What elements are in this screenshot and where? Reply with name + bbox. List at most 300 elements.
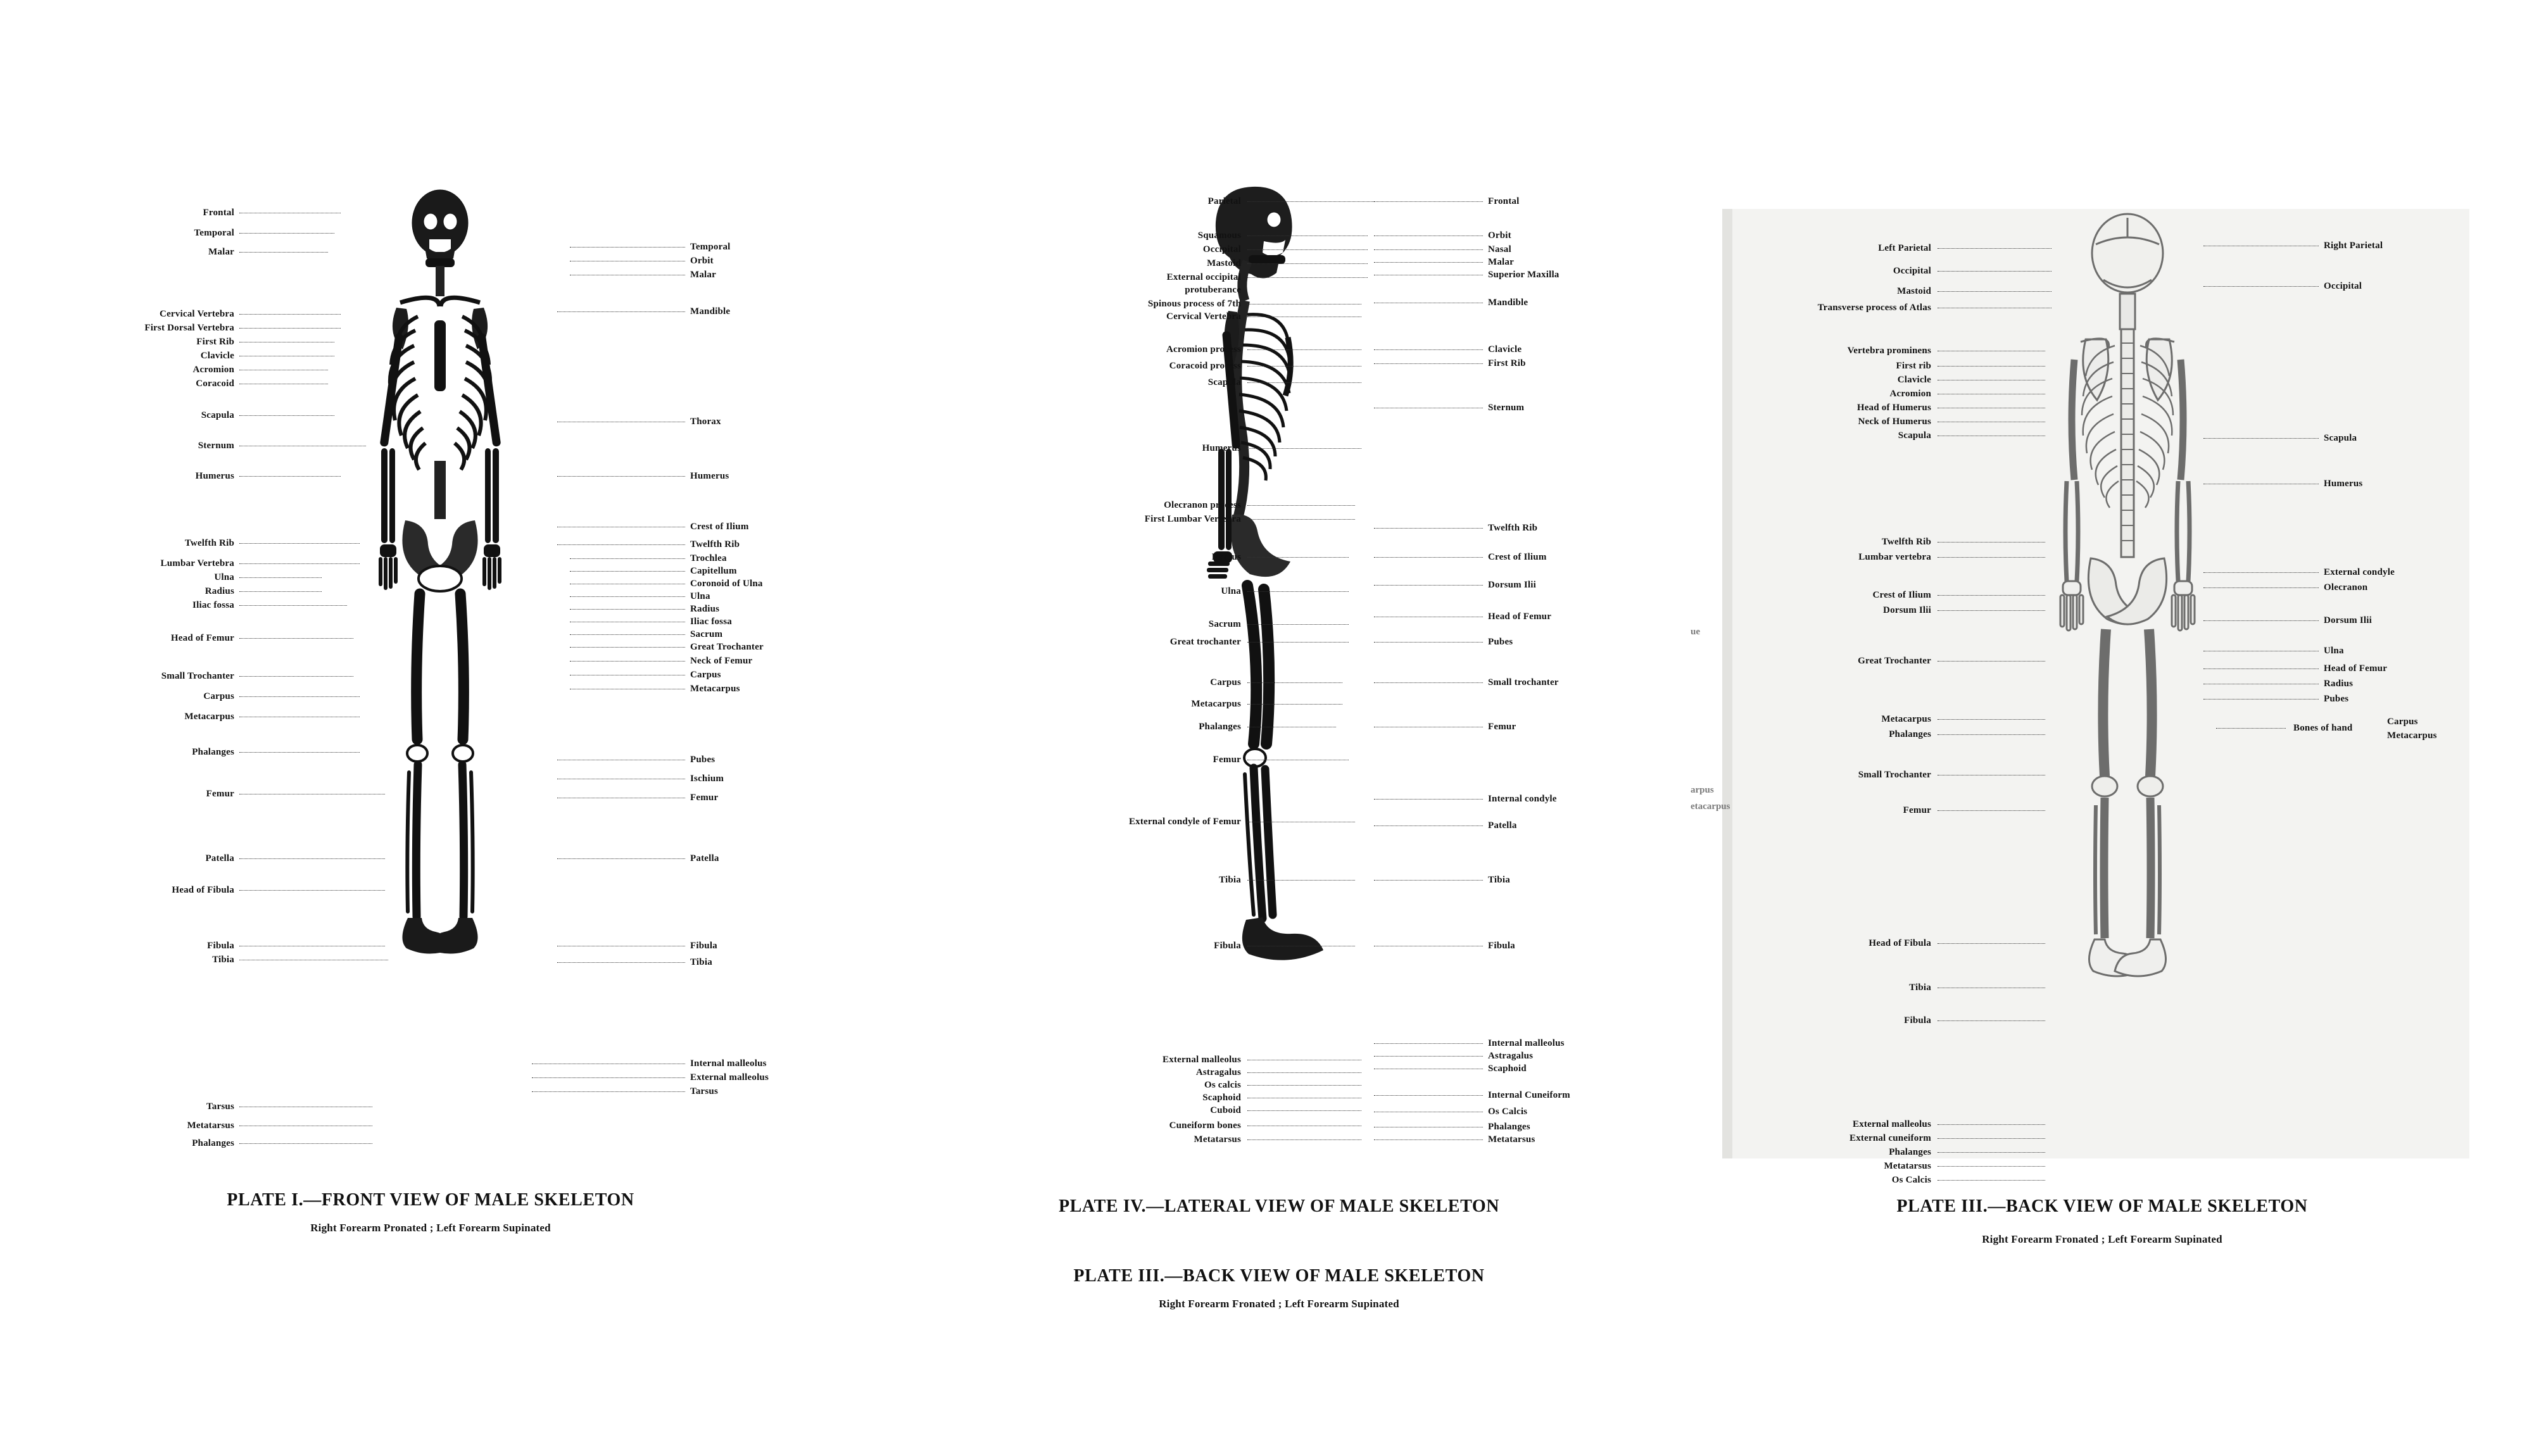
- leader-line: [1938, 943, 2045, 945]
- label-great-trochanter-lat: Great trochanter: [1169, 637, 1241, 647]
- label-humerus-right-back: Humerus: [2324, 479, 2363, 489]
- label-twelfth-rib-back: Twelfth Rib: [1881, 537, 1931, 547]
- label-coracoid-process: Coracoid process: [1169, 361, 1241, 371]
- leader-line: [1247, 448, 1361, 449]
- leader-line: [239, 1107, 372, 1108]
- leader-line: [570, 634, 685, 636]
- leader-line: [239, 314, 341, 315]
- label-clavicle-lat: Clavicle: [1488, 344, 1522, 355]
- leader-line: [1247, 366, 1361, 367]
- label-crest-of-ilium-back: Crest of Ilium: [1872, 590, 1931, 600]
- leader-line: [532, 1064, 685, 1065]
- leader-line: [1374, 727, 1483, 728]
- label-external-cuneiform-back: External cuneiform: [1850, 1133, 1931, 1143]
- label-transverse-process-atlas: Transverse process of Atlas: [1817, 303, 1931, 313]
- leader-line: [1374, 349, 1483, 351]
- leader-line: [1247, 382, 1361, 384]
- leader-line: [1374, 303, 1483, 304]
- leader-line: [1247, 235, 1368, 237]
- label-cuboid-lat: Cuboid: [1210, 1105, 1241, 1115]
- leader-line: [1938, 1020, 2045, 1022]
- leader-line: [1374, 1112, 1483, 1113]
- leader-line: [1938, 610, 2045, 612]
- leader-line: [239, 676, 353, 677]
- label-neck-of-humerus: Neck of Humerus: [1858, 417, 1931, 427]
- plate-3: [1691, 0, 2546, 1456]
- label-humerus: Humerus: [195, 471, 234, 481]
- leader-line: [1374, 1043, 1483, 1045]
- label-ulna-right: Ulna: [690, 591, 710, 601]
- label-scaphoid-right-lat: Scaphoid: [1488, 1064, 1527, 1074]
- label-lumbar-vertebra-back: Lumbar vertebra: [1858, 552, 1931, 562]
- leader-line: [557, 946, 685, 947]
- leader-line: [239, 794, 385, 795]
- label-mandible-lat: Mandible: [1488, 298, 1528, 308]
- leader-line: [570, 609, 685, 610]
- label-femur-right-lat: Femur: [1488, 722, 1516, 732]
- leader-line: [1247, 201, 1374, 203]
- leader-line: [239, 446, 366, 447]
- label-dorsum-ilii-back: Dorsum Ilii: [1883, 605, 1931, 615]
- label-phalanges: Phalanges: [192, 747, 234, 757]
- lateral-skeleton-drawing: [1152, 180, 1361, 1149]
- label-first-lumbar-vertebra: First Lumbar Vertebra: [1144, 514, 1241, 524]
- leader-line: [239, 476, 341, 477]
- label-capitellum: Capitellum: [690, 566, 737, 576]
- leader-line: [239, 890, 385, 891]
- label-tibia-right-lat: Tibia: [1488, 875, 1510, 885]
- label-carpus-right: Carpus: [690, 670, 721, 680]
- label-ischium: Ischium: [690, 774, 724, 784]
- label-metatarsus-back: Metatarsus: [1884, 1161, 1931, 1171]
- label-scapula-back: Scapula: [1898, 430, 1931, 441]
- plate-1-caption: PLATE I.—FRONT VIEW OF MALE SKELETON: [227, 1190, 634, 1210]
- leader-line: [1247, 519, 1355, 520]
- leader-line: [1938, 719, 2045, 720]
- leader-line: [557, 858, 685, 860]
- leader-line: [239, 543, 360, 544]
- leader-line: [1938, 436, 2045, 437]
- label-iliac-fossa-right: Iliac fossa: [690, 617, 732, 627]
- label-metacarpus: Metacarpus: [184, 712, 234, 722]
- label-iliac-fossa: Iliac fossa: [192, 600, 234, 610]
- label-phalanges-foot: Phalanges: [192, 1138, 234, 1148]
- leader-line: [1374, 249, 1483, 251]
- leader-line: [1247, 1085, 1361, 1086]
- leader-line: [1374, 363, 1483, 365]
- leader-line: [557, 311, 685, 313]
- leader-line: [570, 558, 685, 560]
- leader-line: [1247, 682, 1342, 684]
- label-radius: Radius: [205, 586, 234, 596]
- leader-line: [1247, 760, 1349, 761]
- leader-line: [2203, 286, 2319, 287]
- label-first-rib-back: First rib: [1896, 361, 1931, 371]
- leader-line: [239, 384, 328, 385]
- leader-line: [1374, 946, 1483, 947]
- leader-line: [239, 370, 328, 371]
- leader-line: [1938, 595, 2045, 596]
- leader-line: [1938, 291, 2051, 292]
- leader-line: [239, 233, 334, 234]
- leader-line: [2203, 438, 2319, 439]
- label-os-calcis-right-lat: Os Calcis: [1488, 1107, 1528, 1117]
- label-occipital: Occipital: [1202, 244, 1241, 254]
- leader-line: [1247, 624, 1349, 625]
- leader-line: [239, 696, 360, 698]
- label-occipita-right: Occipital: [2324, 281, 2362, 291]
- leader-line: [2203, 668, 2319, 670]
- leader-line: [239, 342, 334, 343]
- label-scaphoid-lat: Scaphoid: [1202, 1093, 1241, 1103]
- label-patella-right: Patella: [690, 853, 719, 863]
- label-ulna-back: Ulna: [2324, 646, 2344, 656]
- label-metacarpus-lat: Metacarpus: [1191, 699, 1241, 709]
- label-external-malleolus: External malleolus: [690, 1072, 769, 1083]
- label-external-condyle-of-femur: External condyle of Femur: [1128, 817, 1241, 827]
- label-squamous: Squamous: [1197, 230, 1241, 241]
- label-femur-back: Femur: [1903, 805, 1931, 815]
- label-fibula-lat: Fibula: [1214, 941, 1241, 951]
- leader-line: [2203, 484, 2319, 485]
- plate-4-secondary-caption: PLATE III.—BACK VIEW OF MALE SKELETON: [1073, 1266, 1485, 1286]
- label-mastoid: Mastoid: [1207, 258, 1241, 268]
- label-pubes: Pubes: [690, 755, 715, 765]
- leader-line: [1374, 617, 1483, 618]
- label-bones-of-hand: Bones of hand: [2293, 723, 2353, 733]
- label-lumbar-vertebra: Lumbar Vertebra: [160, 558, 234, 568]
- label-first-rib-lat: First Rib: [1488, 358, 1526, 368]
- leader-line: [239, 1126, 372, 1127]
- leader-line: [239, 591, 322, 593]
- label-phalanges-lat: Phalanges: [1199, 722, 1241, 732]
- leader-line: [2203, 572, 2319, 574]
- label-phalanges-back: Phalanges: [1889, 729, 1931, 739]
- label-metatarsus: Metatarsus: [187, 1120, 234, 1131]
- leader-line: [1374, 528, 1483, 529]
- leader-line: [1938, 351, 2045, 352]
- plate-1: [0, 0, 848, 1456]
- label-radius-lat: Radius: [1211, 552, 1241, 562]
- label-temporal-right: Temporal: [690, 242, 731, 252]
- leader-line: [557, 760, 685, 761]
- leader-line: [557, 779, 685, 780]
- leader-line: [1938, 988, 2045, 989]
- leader-line: [1938, 408, 2045, 409]
- leader-line: [239, 605, 347, 606]
- leader-line: [1247, 880, 1355, 881]
- leader-line: [1374, 408, 1483, 409]
- label-phalanges-right-lat: Phalanges: [1488, 1122, 1530, 1132]
- label-head-of-humerus: Head of Humerus: [1856, 403, 1931, 413]
- label-small-trochanter: Small Trochanter: [161, 671, 234, 681]
- leader-line: [1938, 557, 2045, 558]
- leader-line: [1247, 1098, 1361, 1099]
- leader-line: [570, 661, 685, 662]
- label-orbit-lat: Orbit: [1488, 230, 1511, 241]
- leader-line: [1374, 682, 1483, 684]
- leader-line: [1247, 263, 1368, 265]
- label-twelfth-rib-right: Twelfth Rib: [690, 539, 740, 549]
- label-external-occipital: External occipital: [1166, 272, 1241, 282]
- leader-line: [2203, 651, 2319, 652]
- leader-line: [1374, 585, 1483, 586]
- skeleton-figure-lateral: [1152, 180, 1361, 1149]
- leader-line: [1938, 775, 2045, 776]
- leader-line: [1938, 271, 2051, 272]
- label-scapula-lat: Scapula: [1207, 377, 1241, 387]
- label-patella: Patella: [205, 853, 234, 863]
- label-right-parietal: Right Parietal: [2324, 241, 2383, 251]
- label-small-trochanter-lat: Small trochanter: [1488, 677, 1559, 687]
- leader-line: [1374, 1056, 1483, 1057]
- leader-line: [1938, 1180, 2045, 1181]
- label-head-of-fibula-back: Head of Fibula: [1869, 938, 1931, 948]
- label-internal-malleolus-lat: Internal malleolus: [1488, 1038, 1565, 1048]
- label-metatarsus-lat: Metatarsus: [1194, 1134, 1241, 1145]
- leader-line: [239, 563, 360, 565]
- label-mastoid-back: Mastoid: [1897, 286, 1931, 296]
- leader-line: [1374, 201, 1483, 203]
- label-tibia: Tibia: [212, 955, 234, 965]
- label-mandible: Mandible: [690, 306, 731, 317]
- ghost-label-carpus: arpus: [1691, 785, 1714, 795]
- leader-line: [239, 328, 341, 329]
- leader-line: [1938, 542, 2045, 543]
- leader-line: [557, 527, 685, 528]
- front-skeleton-drawing: [329, 184, 551, 1146]
- leader-line: [1938, 394, 2045, 395]
- leader-line: [1938, 734, 2045, 736]
- leader-line: [1374, 557, 1483, 558]
- label-internal-malleolus: Internal malleolus: [690, 1058, 767, 1069]
- label-twelfth-rib: Twelfth Rib: [184, 538, 234, 548]
- leader-line: [1247, 505, 1355, 506]
- leader-line: [1247, 642, 1349, 643]
- leader-line: [1247, 1060, 1361, 1061]
- leader-line: [557, 476, 685, 477]
- label-astragalus-lat: Astragalus: [1195, 1067, 1241, 1077]
- leader-line: [557, 422, 685, 423]
- label-scapula-right-back: Scapula: [2324, 433, 2357, 443]
- leader-line: [2203, 620, 2319, 622]
- leader-line: [570, 689, 685, 690]
- label-clavicle-back: Clavicle: [1897, 375, 1931, 385]
- leader-line: [1247, 557, 1349, 558]
- leader-line: [1938, 1152, 2045, 1153]
- label-internal-cuneiform: Internal Cuneiform: [1488, 1090, 1570, 1100]
- label-olecranon-process: Olecranon process: [1164, 500, 1241, 510]
- label-cuneiform-bones-lat: Cuneiform bones: [1169, 1120, 1241, 1131]
- label-femur-lat: Femur: [1213, 755, 1241, 765]
- label-coracoid: Coracoid: [196, 379, 234, 389]
- leader-line: [239, 946, 385, 947]
- leader-line: [2203, 587, 2319, 589]
- label-dorsum-ilii-right-back: Dorsum Ilii: [2324, 615, 2372, 625]
- leader-line: [532, 1091, 685, 1093]
- leader-line: [239, 717, 360, 718]
- leader-line: [1247, 1110, 1361, 1112]
- label-great-trochanter: Great Trochanter: [690, 642, 764, 652]
- label-carpus-lat: Carpus: [1210, 677, 1241, 687]
- leader-line: [1374, 825, 1483, 827]
- leader-line: [239, 752, 360, 753]
- label-radius-back: Radius: [2324, 679, 2354, 689]
- label-head-of-femur-back: Head of Femur: [2324, 663, 2388, 674]
- leader-line: [1938, 380, 2045, 381]
- leader-line: [1247, 946, 1355, 947]
- leader-line: [570, 584, 685, 585]
- label-fibula-right: Fibula: [690, 941, 717, 951]
- leader-line: [1247, 727, 1336, 728]
- label-sternum-lat: Sternum: [1488, 403, 1525, 413]
- ghost-label-metacarpus: etacarpus: [1691, 801, 1730, 812]
- leader-line: [1247, 1139, 1361, 1141]
- label-external-malleolus-lat: External malleolus: [1162, 1055, 1241, 1065]
- label-vertebra-prominens: Vertebra prominens: [1847, 346, 1931, 356]
- label-ulna-lat: Ulna: [1221, 586, 1241, 596]
- label-malar-right: Malar: [690, 270, 716, 280]
- label-ulna: Ulna: [214, 572, 234, 582]
- leader-line: [1247, 277, 1368, 279]
- label-neck-of-femur: Neck of Femur: [690, 656, 753, 666]
- label-external-malleolus-back: External malleolus: [1852, 1119, 1931, 1129]
- label-orbit: Orbit: [690, 256, 714, 266]
- label-trochlea: Trochlea: [690, 553, 727, 563]
- leader-line: [557, 798, 685, 799]
- leader-line: [570, 275, 685, 276]
- label-thorax: Thorax: [690, 417, 721, 427]
- label-parietal: Parietal: [1207, 196, 1241, 206]
- back-skeleton-drawing: [2020, 209, 2235, 1146]
- leader-line: [1247, 1072, 1361, 1074]
- leader-line: [1374, 275, 1483, 276]
- ghost-label-ue: ue: [1691, 627, 1700, 637]
- label-humerus-lat: Humerus: [1202, 443, 1241, 453]
- leader-line: [1938, 1124, 2045, 1126]
- leader-line: [239, 1143, 372, 1145]
- label-malar-lat: Malar: [1488, 257, 1514, 267]
- label-temporal: Temporal: [194, 228, 234, 238]
- label-pubes-lat: Pubes: [1488, 637, 1513, 647]
- leader-line: [1374, 1139, 1483, 1141]
- label-tibia-right: Tibia: [690, 957, 712, 967]
- label-tibia-lat: Tibia: [1219, 875, 1241, 885]
- label-crest-of-ilium-lat: Crest of Ilium: [1488, 552, 1547, 562]
- label-humerus-right: Humerus: [690, 471, 729, 481]
- label-coronoid-of-ulna: Coronoid of Ulna: [690, 579, 763, 589]
- label-frontal: Frontal: [203, 208, 234, 218]
- label-metatarsus-right-lat: Metatarsus: [1488, 1134, 1535, 1145]
- leader-line: [1247, 349, 1361, 351]
- label-acromion: Acromion: [192, 365, 234, 375]
- leader-line: [2203, 684, 2319, 685]
- leader-line: [1374, 880, 1483, 881]
- plate-1-subcaption: Right Forearm Pronated ; Left Forearm Supinated: [310, 1222, 551, 1234]
- plate-4-secondary-subcaption: Right Forearm Fronated ; Left Forearm Supinated: [1159, 1298, 1399, 1310]
- label-cervical-vertebra: Cervical Vertebra: [160, 309, 234, 319]
- leader-line: [1247, 249, 1368, 251]
- label-patella-lat: Patella: [1488, 820, 1517, 831]
- label-acromion-process: Acromion process: [1166, 344, 1241, 355]
- label-superior-maxilla: Superior Maxilla: [1488, 270, 1560, 280]
- leader-line: [239, 858, 385, 860]
- leader-line: [570, 622, 685, 623]
- leader-line: [1247, 822, 1355, 823]
- label-os-calcis-lat: Os calcis: [1204, 1080, 1241, 1090]
- label-dorsum-ilii-lat: Dorsum Ilii: [1488, 580, 1536, 590]
- leader-line: [1374, 262, 1483, 263]
- label-external-condyle-back: External condyle: [2324, 567, 2395, 577]
- label-carpus: Carpus: [203, 691, 234, 701]
- leader-line: [2203, 246, 2319, 247]
- label-metacarpus-back: Metacarpus: [1881, 714, 1931, 724]
- leader-line: [1374, 1127, 1483, 1128]
- label-fibula: Fibula: [207, 941, 234, 951]
- leader-line: [239, 577, 322, 579]
- leader-line: [1247, 591, 1349, 593]
- label-first-rib: First Rib: [196, 337, 234, 347]
- leader-line: [239, 960, 388, 961]
- skeleton-figure-back: [2020, 209, 2235, 1146]
- label-small-trochanter-back: Small Trochanter: [1858, 770, 1931, 780]
- leader-line: [1938, 248, 2051, 249]
- leader-line: [2203, 699, 2319, 700]
- label-fibula-right-lat: Fibula: [1488, 941, 1515, 951]
- label-metacarpus-right-back: Metacarpus: [2387, 731, 2437, 741]
- label-twelfth-rib-lat: Twelfth Rib: [1488, 523, 1538, 533]
- leader-line: [532, 1077, 685, 1079]
- leader-line: [557, 544, 685, 546]
- leader-line: [1374, 235, 1483, 237]
- label-scapula: Scapula: [201, 410, 234, 420]
- label-sacrum-lat: Sacrum: [1208, 619, 1241, 629]
- plate-3-caption: PLATE III.—BACK VIEW OF MALE SKELETON: [1896, 1196, 2308, 1216]
- plate-4-caption: PLATE IV.—LATERAL VIEW OF MALE SKELETON: [1058, 1196, 1500, 1216]
- leader-line: [570, 647, 685, 648]
- leader-line: [557, 962, 685, 963]
- skeleton-figure-front: [329, 184, 551, 1146]
- label-head-of-femur-lat: Head of Femur: [1488, 612, 1552, 622]
- label-first-dorsal-vertebra: First Dorsal Vertebra: [144, 323, 234, 333]
- leader-line: [239, 638, 353, 639]
- label-femur: Femur: [206, 789, 234, 799]
- label-head-of-fibula: Head of Fibula: [172, 885, 234, 895]
- leader-line: [570, 596, 685, 598]
- leader-line: [1374, 1069, 1483, 1070]
- label-spinous-process-7th: Spinous process of 7th: [1147, 299, 1241, 309]
- leader-line: [239, 252, 328, 253]
- leader-line: [1938, 810, 2045, 812]
- leader-line: [1374, 1095, 1483, 1096]
- leader-line: [1247, 304, 1361, 305]
- leader-line: [1938, 1138, 2045, 1139]
- label-olecranon-back: Olecranon: [2324, 582, 2368, 593]
- label-sacrum: Sacrum: [690, 629, 723, 639]
- label-tarsus-right: Tarsus: [690, 1086, 719, 1096]
- label-tarsus: Tarsus: [206, 1101, 234, 1112]
- label-frontal-lat: Frontal: [1488, 196, 1520, 206]
- label-clavicle: Clavicle: [200, 351, 234, 361]
- label-sternum: Sternum: [198, 441, 234, 451]
- label-metacarpus-right: Metacarpus: [690, 684, 740, 694]
- label-os-calcis-back: Os Calcis: [1891, 1175, 1931, 1185]
- leader-line: [239, 415, 334, 417]
- label-fibula-back: Fibula: [1904, 1015, 1931, 1026]
- label-phalanges-foot-back: Phalanges: [1889, 1147, 1931, 1157]
- plate-3-subcaption: Right Forearm Fronated ; Left Forearm Supinated: [1982, 1233, 2222, 1245]
- label-tibia-back: Tibia: [1909, 982, 1931, 993]
